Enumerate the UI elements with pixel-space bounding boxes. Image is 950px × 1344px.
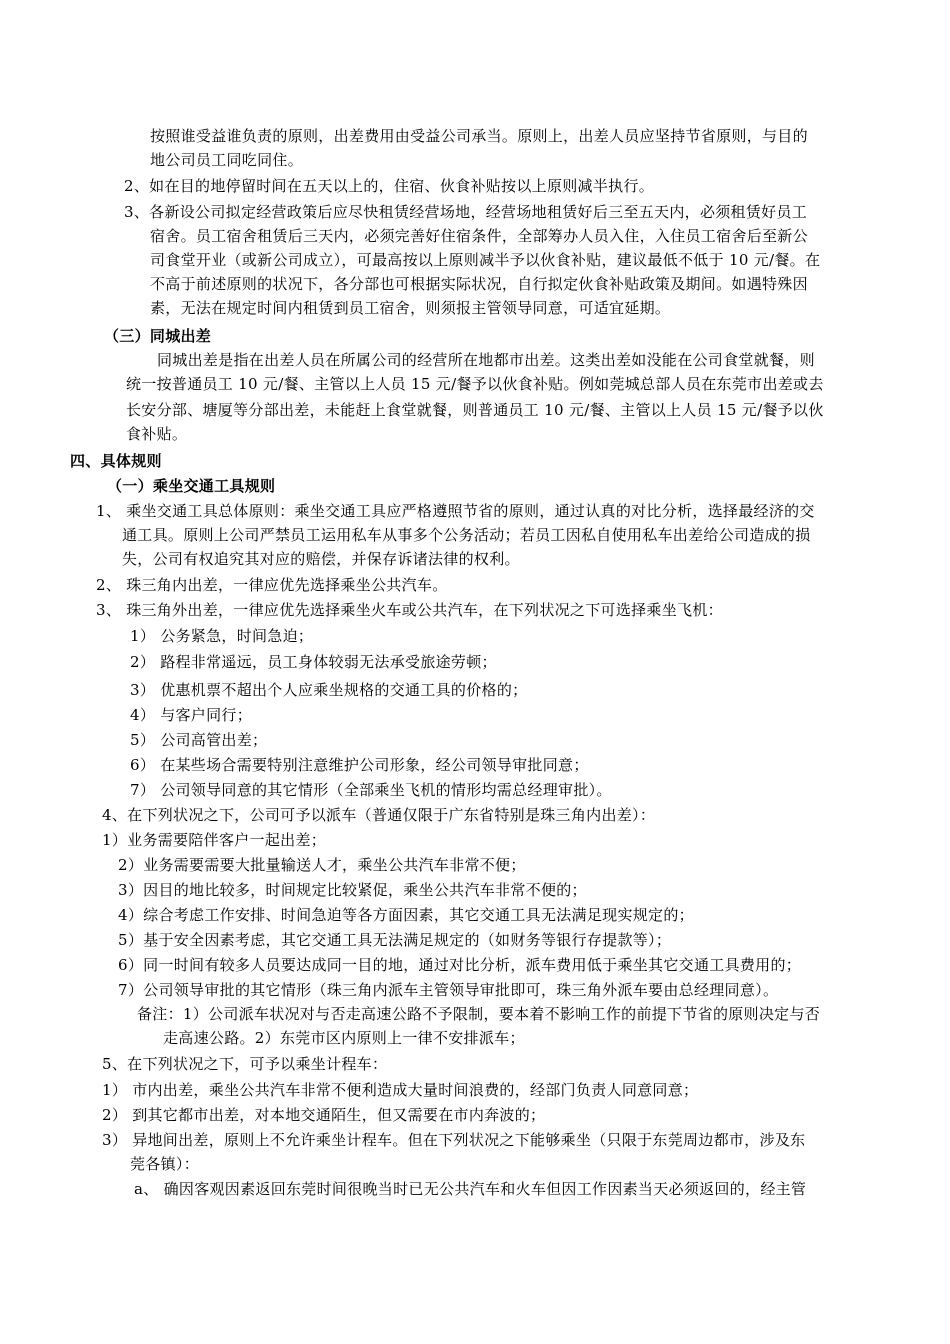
list-item: 1） 市内出差，乘坐公共汽车非常不便利造成大量时间浪费的，经部门负责人同意同意；: [102, 1081, 699, 1099]
text-line: 2、 珠三角内出差，一律应优先选择乘坐公共汽车。: [96, 576, 448, 594]
list-item: 6）同一时间有较多人员要达成同一目的地，通过对比分析，派车费用低于乘坐其它交通工具费用的；: [118, 956, 802, 974]
section-heading: （三）同城出差: [104, 327, 212, 345]
text-line: 不高于前述原则的状况下，各分部也可根据实际状况，自行拟定伙食补贴政策及期间。如遇特殊因: [150, 275, 808, 293]
list-item: 1）业务需要陪伴客户一起出差；: [102, 831, 327, 849]
text-line: 宿舍。员工宿舍租赁后三天内，必须完善好住宿条件，全部筹办人员入住，入住员工宿舍后至新公: [150, 227, 808, 245]
text-line: 司食堂开业（或新公司成立），可最高按以上原则减半予以伙食补贴，建议最低不低于 10 元/餐。在: [150, 251, 821, 269]
text-line: 素，无法在规定时间内租赁到员工宿舍，则须报主管领导同意，可适宜延期。: [150, 299, 671, 317]
list-item: 2） 路程非常遥远，员工身体较弱无法承受旅途劳顿；: [130, 653, 497, 671]
text-line: 同城出差是指在出差人员在所属公司的经营所在地都市出差。这类出差如没能在公司食堂就餐，则: [157, 351, 815, 369]
list-item: 4） 与客户同行；: [130, 706, 253, 724]
list-item: 2）业务需要需要大批量输送人才，乘坐公共汽车非常不便；: [118, 856, 526, 874]
text-line: 1、 乘坐交通工具总体原则：乘坐交通工具应严格遵照节省的原则，通过认真的对比分析，选择最经济的交: [96, 502, 815, 520]
text-line: 通工具。原则上公司严禁员工运用私车从事多个公务活动；若员工因私自使用私车出差给公司造成的损: [122, 526, 811, 544]
text-line: 地公司员工同吃同住。: [150, 151, 304, 169]
text-line: 按照谁受益谁负责的原则，出差费用由受益公司承当。原则上，出差人员应坚持节省原则，与目的: [150, 127, 808, 145]
chapter-heading: 四、具体规则: [70, 452, 162, 470]
text-line: 食补贴。: [126, 425, 188, 443]
list-item: 4）综合考虑工作安排、时间急迫等各方面因素，其它交通工具无法满足现实规定的；: [118, 906, 694, 924]
list-item: a、 确因客观因素返回东莞时间很晚当时已无公共汽车和火车但因工作因素当天必须返回的，经主管: [134, 1180, 807, 1198]
list-item: 7）公司领导审批的其它情形（珠三角内派车主管领导审批即可，珠三角外派车要由总经理同意）。: [118, 981, 779, 999]
note-line: 走高速公路。2）东莞市区内原则上一律不安排派车；: [163, 1029, 525, 1047]
text-line: 统一按普通员工 10 元/餐、主管以上人员 15 元/餐予以伙食补贴。例如莞城总部人员在东莞市出差或去: [126, 375, 824, 393]
text-line: 4、在下列状况之下，公司可予以派车（普通仅限于广东省特别是珠三角内出差）：: [102, 806, 656, 824]
text-line: 失，公司有权追究其对应的赔偿，并保存诉诸法律的权利。: [122, 550, 520, 568]
text-line: 3、 珠三角外出差，一律应优先选择乘坐火车或公共汽车，在下列状况之下可选择乘坐飞机：: [96, 601, 723, 619]
text-line: 长安分部、塘厦等分部出差，未能赶上食堂就餐，则普通员工 10 元/餐、主管以上人员 15 元/餐予以伙: [126, 401, 824, 419]
section-heading: （一）乘坐交通工具规则: [107, 477, 276, 495]
text-line: 5、在下列状况之下，可予以乘坐计程车：: [102, 1055, 388, 1073]
text-line: 莞各镇）：: [130, 1155, 200, 1173]
list-item: 3） 异地间出差，原则上不允许乘坐计程车。但在下列状况之下能够乘坐（只限于东莞周边都市，涉及东: [102, 1131, 806, 1149]
list-item: 3）因目的地比较多，时间规定比较紧促，乘坐公共汽车非常不便的；: [118, 881, 587, 899]
text-line: 2、如在目的地停留时间在五天以上的，住宿、伙食补贴按以上原则减半执行。: [124, 177, 655, 195]
list-item: 3） 优惠机票不超出个人应乘坐规格的交通工具的价格的；: [130, 681, 528, 699]
text-line: 3、各新设公司拟定经营政策后应尽快租赁经营场地，经营场地租赁好后三至五天内，必须租赁好员工: [124, 203, 808, 221]
note-line: 备注：1）公司派车状况对与否走高速公路不予限制，要本着不影响工作的前提下节省的原则决定与否: [137, 1005, 821, 1023]
list-item: 2） 到其它都市出差，对本地交通陌生，但又需要在市内奔波的；: [102, 1106, 546, 1124]
list-item: 5）基于安全因素考虑，其它交通工具无法满足规定的（如财务等银行存提款等）；: [118, 931, 672, 949]
list-item: 6） 在某些场合需要特别注意维护公司形象，经公司领导审批同意；: [130, 756, 589, 774]
list-item: 5） 公司高管出差；: [130, 731, 268, 749]
list-item: 7） 公司领导同意的其它情形（全部乘坐飞机的情形均需总经理审批）。: [130, 781, 612, 799]
list-item: 1） 公务紧急，时间急迫；: [130, 627, 314, 645]
